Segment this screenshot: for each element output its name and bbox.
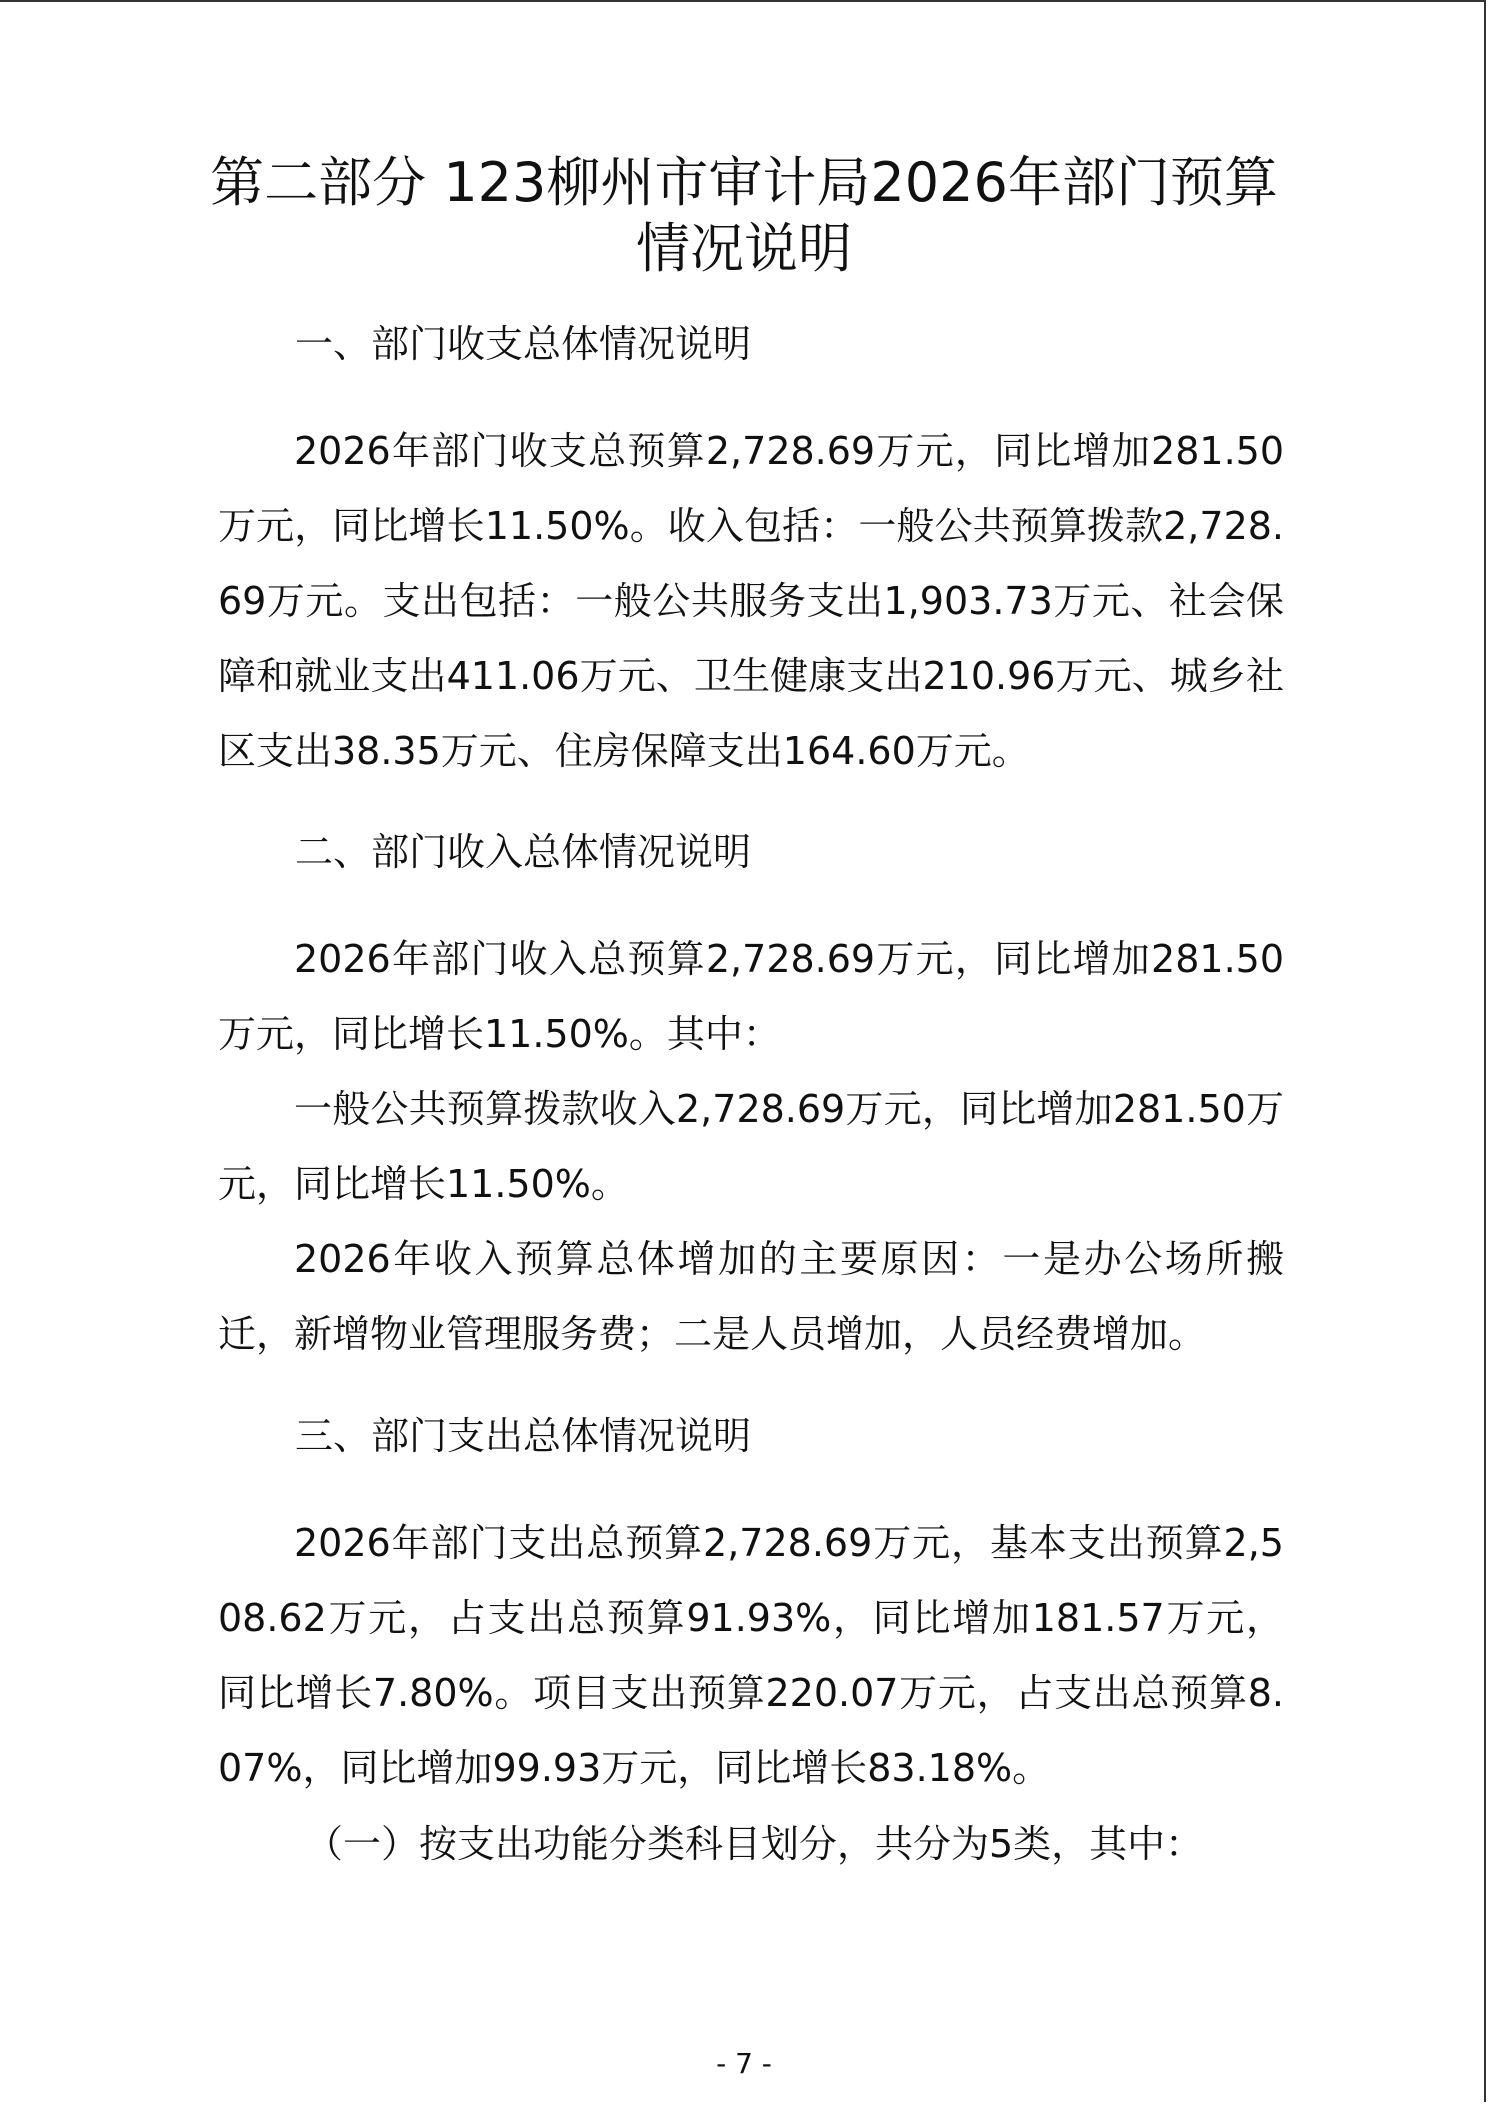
section-3-subheading: （一）按支出功能分类科目划分，共分为5类，其中： xyxy=(305,1822,1204,1866)
section-2-paragraph-2: 一般公共预算拨款收入2,728.69万元，同比增加281.50万元，同比增长11.50%。 xyxy=(218,1087,1284,1206)
section-2-paragraph-3: 2026年收入预算总体增加的主要原因：一是办公场所搬迁，新增物业管理服务费；二是人员增加，人员经费增加。 xyxy=(218,1237,1284,1356)
section-3-paragraph: 2026年部门支出总预算2,728.69万元，基本支出预算2,508.62万元，占支出总预算91.93%，同比增加181.57万元，同比增长7.80%。项目支出预算220.07万元，占支出总预算8.07%，同比增加99.93万元，同比增长83.18%。 xyxy=(218,1521,1284,1790)
section-3-heading: 三、部门支出总体情况说明 xyxy=(295,1414,752,1458)
section-2-heading: 二、部门收入总体情况说明 xyxy=(295,830,752,874)
page-number: - 7 - xyxy=(716,2047,772,2080)
section-1-paragraph: 2026年部门收支总预算2,728.69万元，同比增加281.50万元，同比增长11.50%。收入包括：一般公共预算拨款2,728.69万元。支出包括：一般公共服务支出1,903.73万元、社会保障和就业支出411.06万元、卫生健康支出210.96万元、城乡社区支出38.35万元、住房保障支出164.60万元。 xyxy=(218,429,1284,773)
page-title: 第二部分 123柳州市审计局2026年部门预算情况说明 xyxy=(210,151,1278,280)
section-1-heading: 一、部门收支总体情况说明 xyxy=(295,322,752,366)
section-2-paragraph-1: 2026年部门收入总预算2,728.69万元，同比增加281.50万元，同比增长11.50%。其中： xyxy=(218,937,1284,1056)
